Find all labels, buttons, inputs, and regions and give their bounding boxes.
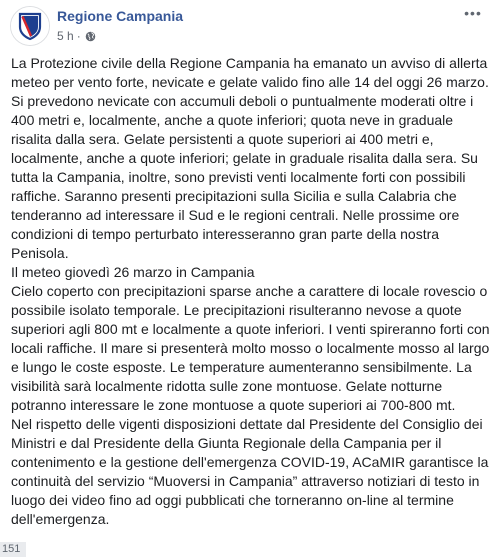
counter-badge: 151	[0, 542, 26, 557]
paragraph-allerta: La Protezione civile della Regione Campania ha emanato un avviso di allerta meteo per vento forte, nevicate e gelate valido fino alle 14 del oggi 26 marzo. Si prevedono nevicate con accumuli deboli o puntualmente moderati oltre i 400 metri e, localmente, anche a quote inferiori; quota neve in graduale risalita dalla sera. Gelate persistenti a quote superiori ai 400 metri e, localmente, anche a quote inferiori; gelate in graduale risalita dalla sera. Su tutta la Campania, inoltre, sono previsti venti localmente forti con possibili raffiche. Saranno presenti precipitazioni sulla Sicilia e sulla Calabria che tenderanno ad interessare il Sud e le regioni centrali. Nelle prossime ore condizioni di tempo perturbato interesseranno gran parte della nostra Penisola.	[11, 55, 489, 261]
post-meta	[57, 29, 96, 43]
more-options-icon[interactable]: •••	[464, 5, 482, 21]
page-avatar[interactable]	[10, 6, 50, 46]
paragraph-meteo-title: Il meteo giovedì 26 marzo in Campania	[11, 264, 255, 280]
post-timestamp[interactable]: 5 h	[57, 29, 74, 43]
paragraph-meteo-details: Cielo coperto con precipitazioni sparse anche a carattere di locale rovescio o possibile isolato temporale. Le precipitazioni risulteranno nevose a quote superiori agli 800 mt e localmente a quote inferiori. I venti spireranno forti con locali raffiche. Il mare si presenterà molto mosso o localmente mosso al largo e lungo le coste esposte. Le temperature aumenteranno sensibilmente. La visibilità sarà localmente ridotta sulle zone montuose. Gelate notturne potranno interessare le zone montuose a quote superiori ai 700-800 mt.	[11, 283, 490, 413]
globe-icon[interactable]	[85, 31, 96, 42]
post-message	[11, 54, 497, 529]
regione-campania-logo	[11, 7, 49, 45]
post-header	[10, 6, 490, 46]
page-name-link[interactable]: Regione Campania	[57, 8, 184, 24]
meta-separator: ·	[76, 29, 81, 43]
paragraph-acamir: Nel rispetto delle vigenti disposizioni dettate dal Presidente del Consiglio dei Ministri e dal Presidente della Giunta Regionale della Campania per il contenimento e la gestione dell'emergenza COVID-19, ACaMIR garantisce la continuità del servizio “Muoversi in Campania” attraverso notiziari di testo in luogo dei video fino ad oggi pubblicati che torneranno on-line al termine dell'emergenza.	[11, 416, 489, 527]
